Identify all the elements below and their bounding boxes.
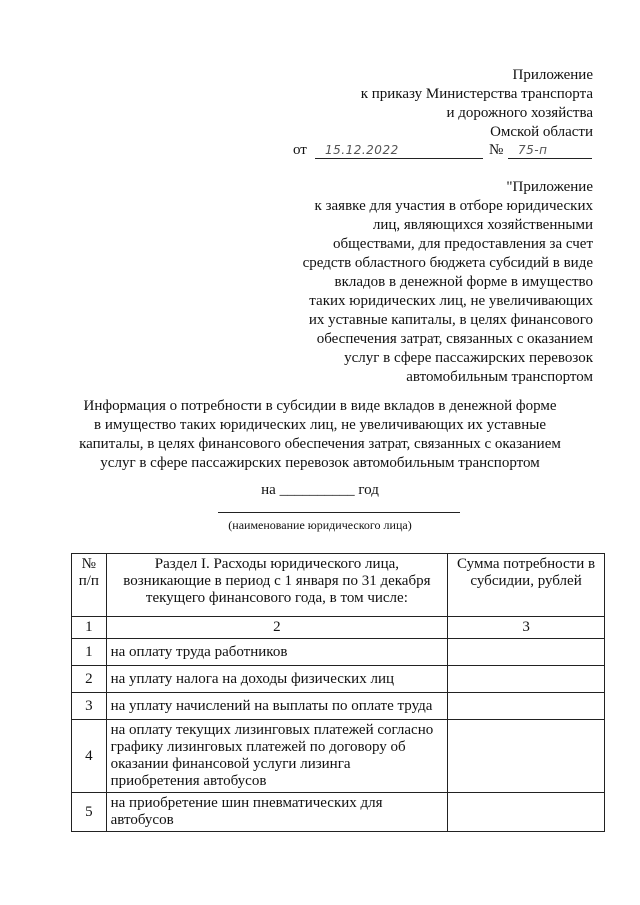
appendix-line: "Приложение (506, 179, 593, 195)
table-colnum-row (72, 617, 605, 639)
appendix-line: их уставные капиталы, в целях финансового (308, 312, 593, 328)
table-row (72, 793, 605, 832)
row-text: на приобретение шин пневматических для автобусов (106, 793, 448, 832)
appendix-line: услуг в сфере пассажирских перевозок (344, 350, 593, 366)
header-section: Раздел I. Расходы юридического лица, возникающие в период с 1 января по 31 декабря текущего финансового года, в том числе: (106, 554, 448, 617)
row-amount-cell[interactable] (448, 793, 605, 832)
date-underline (315, 158, 483, 159)
row-amount-cell[interactable] (448, 720, 605, 793)
year-suffix: год (358, 482, 379, 498)
row-number: 2 (72, 666, 107, 693)
expenses-table (71, 553, 605, 832)
row-amount-cell[interactable] (448, 666, 605, 693)
row-amount-cell[interactable] (448, 693, 605, 720)
header-line-region: Омской области (490, 124, 593, 140)
table-row (72, 720, 605, 793)
year-row (0, 482, 640, 502)
colnum-3: 3 (448, 617, 605, 639)
row-text: на уплату начислений на выплаты по оплате труда (106, 693, 448, 720)
appendix-line: обеспечения затрат, связанных с оказанием (316, 331, 593, 347)
appendix-line: средств областного бюджета субсидий в виде (302, 255, 593, 271)
row-text: на оплату текущих лизинговых платежей согласно графику лизинговых платежей по договору об оказании финансовой услуги лизинга приобретения автобусов (106, 720, 448, 793)
table-row (72, 639, 605, 666)
title-line: в имущество таких юридических лиц, не увеличивающих их уставные (94, 417, 546, 433)
row-text: на уплату налога на доходы физических лиц (106, 666, 448, 693)
row-number: 4 (72, 720, 107, 793)
appendix-line: вкладов в денежной форме в имущество (334, 274, 593, 290)
title-line: Информация о потребности в субсидии в виде вкладов в денежной форме (83, 398, 557, 414)
number-underline (508, 158, 592, 159)
row-text: на оплату труда работников (106, 639, 448, 666)
order-number-value: 75-п (518, 143, 548, 157)
row-number: 1 (72, 639, 107, 666)
org-name-line (218, 512, 460, 513)
appendix-reference-block (263, 178, 593, 387)
order-date-number-row (293, 142, 593, 162)
header-number: № п/п (72, 554, 107, 617)
row-number: 3 (72, 693, 107, 720)
appendix-line: автомобильным транспортом (406, 369, 593, 385)
header-amount: Сумма потребности в субсидии, рублей (448, 554, 605, 617)
order-date-value: 15.12.2022 (325, 143, 399, 157)
year-blank: __________ (279, 482, 355, 498)
table-header-row (72, 554, 605, 617)
document-title (60, 397, 580, 473)
number-prefix: № (489, 142, 504, 158)
appendix-line: таких юридических лиц, не увеличивающих (309, 293, 593, 309)
row-number: 5 (72, 793, 107, 832)
header-line-order: к приказу Министерства транспорта (360, 86, 593, 102)
title-line: капиталы, в целях финансового обеспечения затрат, связанных с оказанием (79, 436, 561, 452)
colnum-1: 1 (72, 617, 107, 639)
header-line-ministry: и дорожного хозяйства (446, 105, 593, 121)
title-line: услуг в сфере пассажирских перевозок автомобильным транспортом (100, 455, 540, 471)
table-row (72, 666, 605, 693)
date-prefix: от (293, 142, 307, 158)
org-name-caption: (наименование юридического лица) (228, 518, 412, 532)
appendix-line: к заявке для участия в отборе юридических (314, 198, 593, 214)
table-row (72, 693, 605, 720)
header-line-appendix: Приложение (512, 67, 593, 83)
colnum-2: 2 (106, 617, 448, 639)
appendix-line: обществами, для предоставления за счет (333, 236, 593, 252)
row-amount-cell[interactable] (448, 639, 605, 666)
year-prefix: на (261, 482, 276, 498)
appendix-line: лиц, являющихся хозяйственными (372, 217, 593, 233)
